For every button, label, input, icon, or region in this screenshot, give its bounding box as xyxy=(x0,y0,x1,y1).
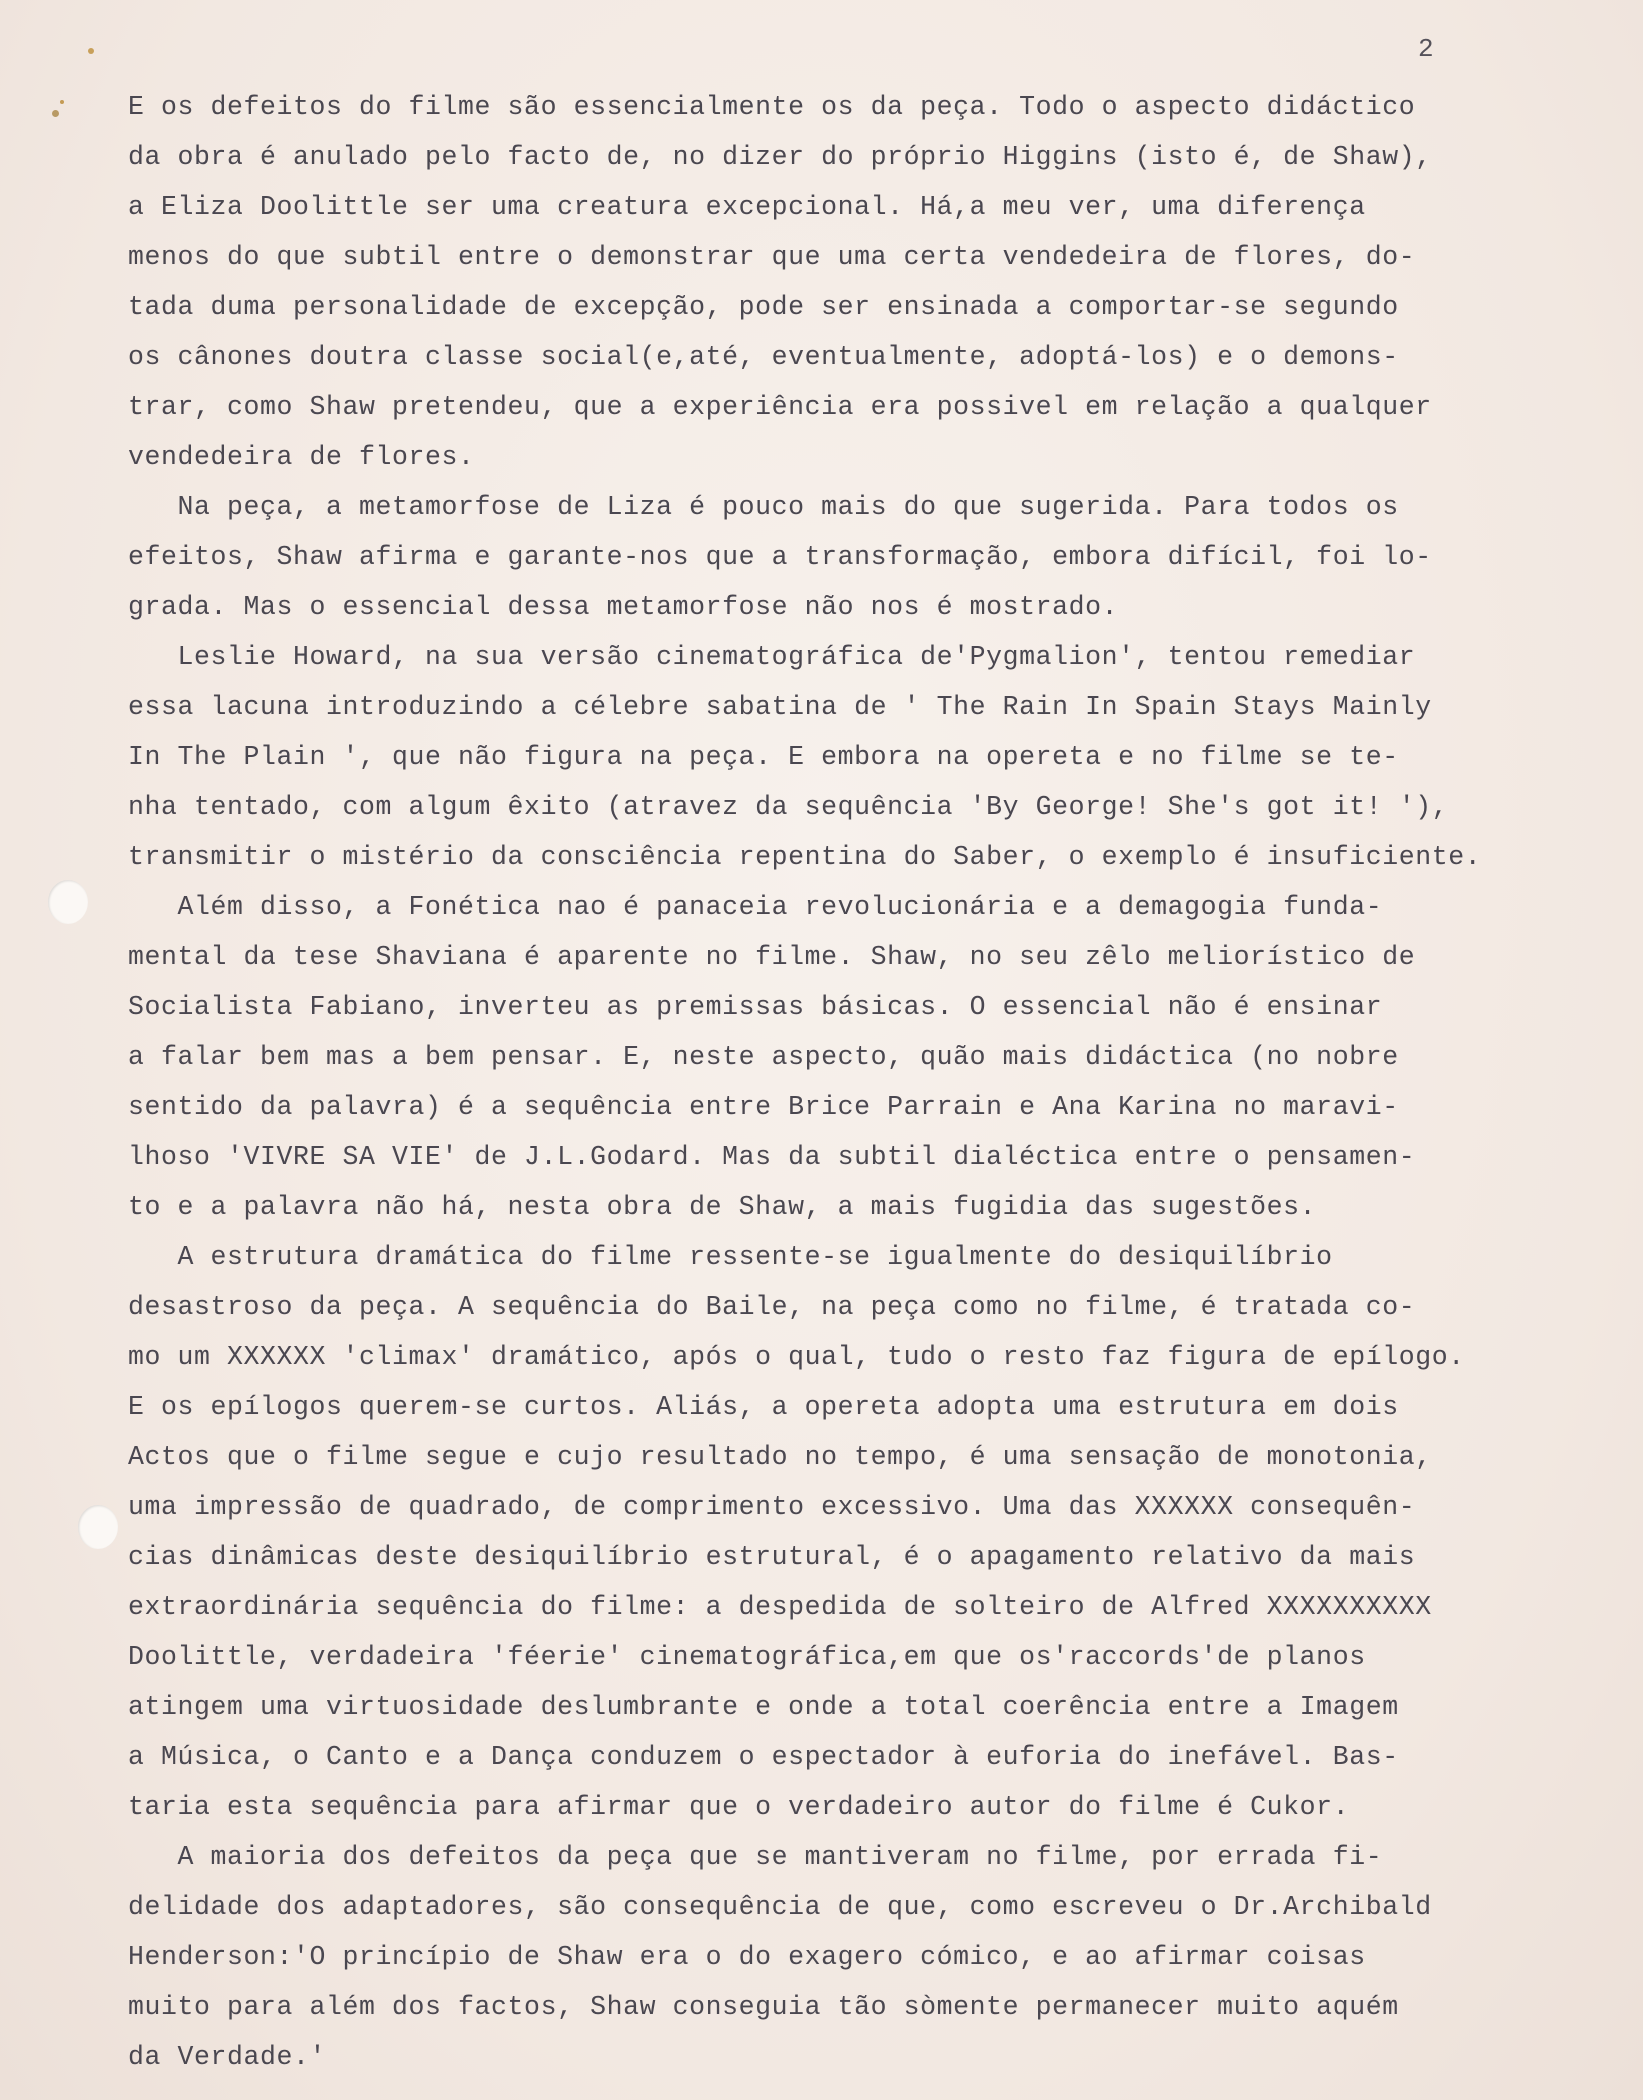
text-line: grada. Mas o essencial dessa metamorfose não nos é mostrado. xyxy=(128,592,1119,622)
text-line: da obra é anulado pelo facto de, no dizer do próprio Higgins (isto é, de Shaw), xyxy=(128,142,1432,172)
text-line: atingem uma virtuosidade deslumbrante e onde a total coerência entre a Imagem xyxy=(128,1692,1399,1722)
text-line: Leslie Howard, na sua versão cinematográfica de'Pygmalion', tentou remediar xyxy=(128,642,1416,672)
punch-hole xyxy=(48,880,88,924)
text-line: menos do que subtil entre o demonstrar que uma certa vendedeira de flores, do- xyxy=(128,242,1416,272)
punch-hole xyxy=(78,1505,118,1549)
text-line: delidade dos adaptadores, são consequência de que, como escreveu o Dr.Archibald xyxy=(128,1892,1432,1922)
text-line: a Eliza Doolittle ser uma creatura excepcional. Há,a meu ver, uma diferença xyxy=(128,192,1366,222)
text-line: mo um XXXXXX 'climax' dramático, após o qual, tudo o resto faz figura de epílogo. xyxy=(128,1342,1465,1372)
paper-stain xyxy=(60,100,64,104)
text-line: lhoso 'VIVRE SA VIE' de J.L.Godard. Mas da subtil dialéctica entre o pensamen- xyxy=(128,1142,1416,1172)
text-line: mental da tese Shaviana é aparente no filme. Shaw, no seu zêlo meliorístico de xyxy=(128,942,1416,972)
text-line: Na peça, a metamorfose de Liza é pouco mais do que sugerida. Para todos os xyxy=(128,492,1399,522)
paper-stain xyxy=(52,110,59,117)
text-line: desastroso da peça. A sequência do Baile, na peça como no filme, é tratada co- xyxy=(128,1292,1416,1322)
text-line: da Verdade.' xyxy=(128,2042,327,2072)
text-line: A maioria dos defeitos da peça que se mantiveram no filme, por errada fi- xyxy=(128,1842,1383,1872)
text-line: tada duma personalidade de excepção, pode ser ensinada a comportar-se segundo xyxy=(128,292,1399,322)
text-line: efeitos, Shaw afirma e garante-nos que a transformação, embora difícil, foi lo- xyxy=(128,542,1432,572)
text-line: uma impressão de quadrado, de comprimento excessivo. Uma das XXXXXX consequên- xyxy=(128,1492,1416,1522)
text-line: nha tentado, com algum êxito (atravez da sequência 'By George! She's got it! '), xyxy=(128,792,1449,822)
text-line: os cânones doutra classe social(e,até, eventualmente, adoptá-los) e o demons- xyxy=(128,342,1399,372)
text-line: essa lacuna introduzindo a célebre sabatina de ' The Rain In Spain Stays Mainly xyxy=(128,692,1432,722)
text-line: trar, como Shaw pretendeu, que a experiência era possivel em relação a qualquer xyxy=(128,392,1432,422)
text-line: E os epílogos querem-se curtos. Aliás, a opereta adopta uma estrutura em dois xyxy=(128,1392,1399,1422)
text-line: Henderson:'O princípio de Shaw era o do exagero cómico, e ao afirmar coisas xyxy=(128,1942,1366,1972)
text-line: transmitir o mistério da consciência repentina do Saber, o exemplo é insuficiente. xyxy=(128,842,1482,872)
text-line: Actos que o filme segue e cujo resultado no tempo, é uma sensação de monotonia, xyxy=(128,1442,1432,1472)
text-line: taria esta sequência para afirmar que o verdadeiro autor do filme é Cukor. xyxy=(128,1792,1350,1822)
text-line: Doolittle, verdadeira 'féerie' cinematográfica,em que os'raccords'de planos xyxy=(128,1642,1366,1672)
paper-stain xyxy=(88,48,94,54)
text-line: Socialista Fabiano, inverteu as premissas básicas. O essencial não é ensinar xyxy=(128,992,1383,1022)
text-line: a falar bem mas a bem pensar. E, neste aspecto, quão mais didáctica (no nobre xyxy=(128,1042,1399,1072)
text-line: Além disso, a Fonética nao é panaceia revolucionária e a demagogia funda- xyxy=(128,892,1383,922)
text-line: In The Plain ', que não figura na peça. E embora na opereta e no filme se te- xyxy=(128,742,1399,772)
text-line: A estrutura dramática do filme ressente-se igualmente do desiquilíbrio xyxy=(128,1242,1333,1272)
text-line: vendedeira de flores. xyxy=(128,442,475,472)
text-line: cias dinâmicas deste desiquilíbrio estrutural, é o apagamento relativo da mais xyxy=(128,1542,1416,1572)
text-line: a Música, o Canto e a Dança conduzem o espectador à euforia do inefável. Bas- xyxy=(128,1742,1399,1772)
text-line: to e a palavra não há, nesta obra de Shaw, a mais fugidia das sugestões. xyxy=(128,1192,1317,1222)
text-line: muito para além dos factos, Shaw conseguia tão sòmente permanecer muito aquém xyxy=(128,1992,1399,2022)
text-line: sentido da palavra) é a sequência entre Brice Parrain e Ana Karina no maravi- xyxy=(128,1092,1399,1122)
text-line: E os defeitos do filme são essencialmente os da peça. Todo o aspecto didáctico xyxy=(128,92,1416,122)
text-line: extraordinária sequência do filme: a despedida de solteiro de Alfred XXXXXXXXXX xyxy=(128,1592,1432,1622)
page-number: 2 xyxy=(1418,34,1434,64)
